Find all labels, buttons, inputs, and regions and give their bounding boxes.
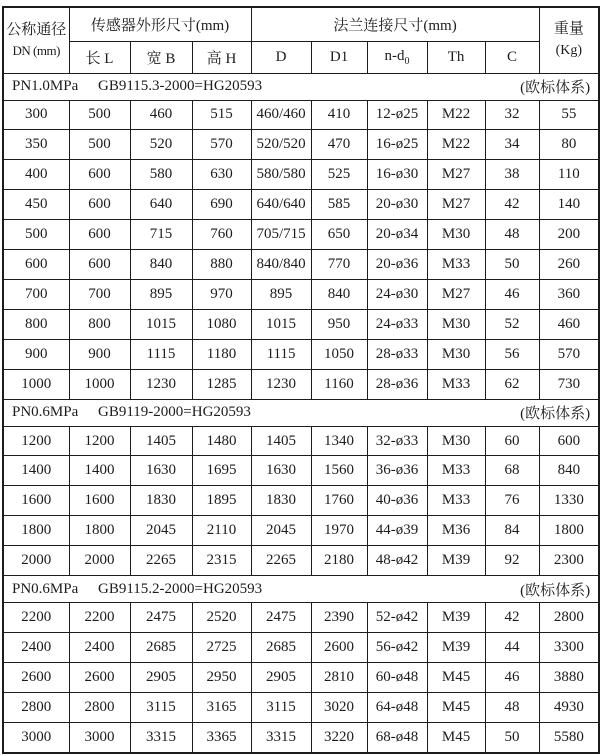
table-cell: 2180	[311, 546, 367, 576]
table-cell: 515	[192, 100, 251, 130]
table-cell: 470	[311, 130, 367, 160]
table-cell: 640	[130, 190, 192, 220]
table-cell: 1600	[3, 486, 69, 516]
section-header-cell	[3, 399, 599, 426]
table-cell: 48-ø42	[367, 546, 427, 576]
table-cell: M45	[427, 662, 485, 692]
table-cell: 700	[69, 279, 130, 309]
table-cell: 2520	[192, 603, 251, 633]
table-cell: 640/640	[251, 190, 311, 220]
table-cell: 3300	[539, 633, 599, 663]
table-cell: 650	[311, 220, 367, 250]
table-cell: 48	[485, 692, 539, 722]
table-cell: 700	[3, 279, 69, 309]
table-cell: 2600	[311, 633, 367, 663]
table-cell: M39	[427, 546, 485, 576]
section-pressure-rating: PN0.6MPa	[12, 404, 79, 421]
column-header-width: 宽 B	[130, 41, 192, 73]
column-header-weight	[539, 7, 599, 73]
table-cell: 770	[311, 250, 367, 280]
table-cell: 140	[539, 190, 599, 220]
table-cell: 1830	[130, 486, 192, 516]
table-cell: 600	[69, 250, 130, 280]
table-cell: 730	[539, 369, 599, 399]
table-cell: 64-ø48	[367, 692, 427, 722]
table-cell: 42	[485, 603, 539, 633]
nd0-subscript: 0	[404, 55, 410, 67]
table-cell: 60-ø48	[367, 662, 427, 692]
table-cell: M36	[427, 516, 485, 546]
table-cell: 110	[539, 160, 599, 190]
table-cell: 1830	[251, 486, 311, 516]
table-cell: 3315	[251, 722, 311, 753]
table-cell: 3000	[3, 722, 69, 753]
table-cell: 2400	[3, 633, 69, 663]
table-cell: 1115	[130, 339, 192, 369]
table-cell: 68	[485, 456, 539, 486]
table-cell: 1230	[251, 369, 311, 399]
table-cell: 1200	[69, 426, 130, 456]
section-header-content	[4, 76, 598, 97]
table-cell: 2265	[251, 546, 311, 576]
table-cell: 1330	[539, 486, 599, 516]
table-cell: 360	[539, 279, 599, 309]
table-cell: M33	[427, 456, 485, 486]
table-cell: 690	[192, 190, 251, 220]
table-cell: 28-ø33	[367, 339, 427, 369]
table-cell: 460	[130, 100, 192, 130]
section-standard: GB9115.2-2000=HG20593	[98, 580, 263, 597]
table-header	[3, 7, 599, 73]
table-cell: 3165	[192, 692, 251, 722]
table-cell: 32-ø33	[367, 426, 427, 456]
table-cell: 2045	[130, 516, 192, 546]
table-cell: 42	[485, 190, 539, 220]
table-cell: 600	[539, 426, 599, 456]
table-cell: M33	[427, 486, 485, 516]
section-standard: GB9115.3-2000=HG20593	[98, 78, 263, 94]
table-cell: 895	[251, 279, 311, 309]
section-header-cell	[3, 576, 599, 603]
table-row	[3, 160, 599, 190]
table-cell: 2905	[251, 662, 311, 692]
table-cell: 3000	[69, 722, 130, 753]
table-cell: 600	[69, 160, 130, 190]
nd0-base: n-d	[384, 47, 405, 64]
table-cell: 80	[539, 130, 599, 160]
table-cell: 1480	[192, 426, 251, 456]
table-cell: 895	[130, 279, 192, 309]
table-cell: 1405	[251, 426, 311, 456]
table-row	[3, 309, 599, 339]
table-row	[3, 220, 599, 250]
table-cell: 38	[485, 160, 539, 190]
table-cell: 24-ø33	[367, 309, 427, 339]
table-cell: 12-ø25	[367, 100, 427, 130]
table-cell: 585	[311, 190, 367, 220]
table-cell: 1180	[192, 339, 251, 369]
table-cell: 950	[311, 309, 367, 339]
table-cell: 2800	[539, 603, 599, 633]
table-cell: 4930	[539, 692, 599, 722]
table-cell: 900	[69, 339, 130, 369]
section-note: (欧标体系)	[520, 406, 591, 423]
table-cell: 1895	[192, 486, 251, 516]
table-cell: M27	[427, 190, 485, 220]
table-row	[3, 456, 599, 486]
table-cell: 50	[485, 250, 539, 280]
table-cell: 1230	[130, 369, 192, 399]
table-cell: 2110	[192, 516, 251, 546]
table-cell: 32	[485, 100, 539, 130]
table-cell: M30	[427, 426, 485, 456]
table-cell: 52-ø42	[367, 603, 427, 633]
section-header-row	[3, 399, 599, 426]
column-header-d1: D1	[311, 41, 367, 73]
table-cell: 92	[485, 546, 539, 576]
table-cell: 48	[485, 220, 539, 250]
column-header-nd0	[367, 41, 427, 73]
table-cell: 1800	[539, 516, 599, 546]
table-cell: 40-ø36	[367, 486, 427, 516]
section-standard: GB9119-2000=HG20593	[98, 404, 251, 421]
table-cell: 2600	[69, 662, 130, 692]
table-cell: 570	[192, 130, 251, 160]
table-cell: 2685	[130, 633, 192, 663]
section-pressure-rating: PN0.6MPa	[12, 580, 79, 597]
table-cell: M27	[427, 279, 485, 309]
table-cell: 24-ø30	[367, 279, 427, 309]
table-cell: 2300	[539, 546, 599, 576]
table-cell: 1050	[311, 339, 367, 369]
table-cell: 970	[192, 279, 251, 309]
table-cell: 56	[485, 339, 539, 369]
table-cell: 2950	[192, 662, 251, 692]
table-cell: M45	[427, 692, 485, 722]
table-cell: 2475	[251, 603, 311, 633]
table-cell: 580/580	[251, 160, 311, 190]
table-cell: 1080	[192, 309, 251, 339]
table-cell: M30	[427, 309, 485, 339]
table-cell: 56-ø42	[367, 633, 427, 663]
section-header-row	[3, 576, 599, 603]
table-cell: 2315	[192, 546, 251, 576]
table-cell: 500	[3, 220, 69, 250]
table-cell: 1340	[311, 426, 367, 456]
table-row	[3, 130, 599, 160]
table-cell: 2725	[192, 633, 251, 663]
table-row	[3, 279, 599, 309]
section-header-content	[4, 579, 598, 600]
table-cell: 2905	[130, 662, 192, 692]
table-cell: 52	[485, 309, 539, 339]
column-header-height: 高 H	[192, 41, 251, 73]
table-row	[3, 339, 599, 369]
table-cell: 450	[3, 190, 69, 220]
table-cell: 44	[485, 633, 539, 663]
table-cell: 1405	[130, 426, 192, 456]
table-cell: 1115	[251, 339, 311, 369]
column-header-dn	[3, 7, 69, 73]
table-cell: 2200	[3, 603, 69, 633]
table-cell: 16-ø30	[367, 160, 427, 190]
table-cell: 1200	[3, 426, 69, 456]
table-cell: 260	[539, 250, 599, 280]
table-cell: 46	[485, 279, 539, 309]
table-cell: 44-ø39	[367, 516, 427, 546]
table-cell: 3115	[130, 692, 192, 722]
table-cell: 300	[3, 100, 69, 130]
table-cell: 1015	[251, 309, 311, 339]
table-cell: 2265	[130, 546, 192, 576]
section-pressure-rating: PN1.0MPa	[12, 78, 79, 94]
table-cell: 460	[539, 309, 599, 339]
table-cell: 3880	[539, 662, 599, 692]
table-cell: 50	[485, 722, 539, 753]
table-cell: 840	[130, 250, 192, 280]
table-cell: 1285	[192, 369, 251, 399]
table-cell: 1970	[311, 516, 367, 546]
table-cell: 800	[69, 309, 130, 339]
column-header-length: 长 L	[69, 41, 130, 73]
table-cell: 36-ø36	[367, 456, 427, 486]
table-cell: 600	[69, 190, 130, 220]
table-cell: 600	[3, 250, 69, 280]
table-cell: 2000	[3, 546, 69, 576]
table-cell: 760	[192, 220, 251, 250]
weight-unit: (Kg)	[555, 42, 583, 58]
table-cell: 200	[539, 220, 599, 250]
table-cell: 76	[485, 486, 539, 516]
table-cell: 2200	[69, 603, 130, 633]
table-cell: 570	[539, 339, 599, 369]
table-cell: 1400	[3, 456, 69, 486]
table-row	[3, 516, 599, 546]
table-cell: 2390	[311, 603, 367, 633]
table-cell: 840	[311, 279, 367, 309]
table-cell: 525	[311, 160, 367, 190]
table-cell: 350	[3, 130, 69, 160]
table-cell: 1760	[311, 486, 367, 516]
table-row	[3, 486, 599, 516]
table-row	[3, 100, 599, 130]
table-cell: 20-ø30	[367, 190, 427, 220]
table-cell: 34	[485, 130, 539, 160]
table-body	[3, 73, 599, 753]
table-cell: 500	[69, 130, 130, 160]
table-cell: 600	[69, 220, 130, 250]
section-header-row	[3, 73, 599, 100]
table-cell: 580	[130, 160, 192, 190]
table-cell: 2685	[251, 633, 311, 663]
table-cell: 2000	[69, 546, 130, 576]
table-cell: 840	[539, 456, 599, 486]
table-cell: 460/460	[251, 100, 311, 130]
table-cell: 705/715	[251, 220, 311, 250]
table-cell: 1600	[69, 486, 130, 516]
table-cell: 2600	[3, 662, 69, 692]
table-cell: 1630	[251, 456, 311, 486]
table-cell: 55	[539, 100, 599, 130]
dimension-spec-table	[2, 6, 600, 754]
table-cell: 520	[130, 130, 192, 160]
table-row	[3, 546, 599, 576]
table-cell: M30	[427, 339, 485, 369]
table-cell: 20-ø34	[367, 220, 427, 250]
table-cell: 62	[485, 369, 539, 399]
table-cell: M30	[427, 220, 485, 250]
dn-title: 公称通径	[6, 21, 67, 38]
table-cell: 2810	[311, 662, 367, 692]
dn-unit: DN (mm)	[12, 42, 60, 58]
column-header-c: C	[485, 41, 539, 73]
table-cell: M22	[427, 100, 485, 130]
table-row	[3, 250, 599, 280]
table-cell: 5580	[539, 722, 599, 753]
table-cell: M39	[427, 603, 485, 633]
table-cell: 400	[3, 160, 69, 190]
table-cell: 1400	[69, 456, 130, 486]
table-cell: M22	[427, 130, 485, 160]
table-cell: 3315	[130, 722, 192, 753]
table-cell: 1560	[311, 456, 367, 486]
table-cell: 3365	[192, 722, 251, 753]
table-cell: M39	[427, 633, 485, 663]
table-cell: 1800	[69, 516, 130, 546]
table-cell: 1630	[130, 456, 192, 486]
table-row	[3, 603, 599, 633]
table-cell: 2475	[130, 603, 192, 633]
table-row	[3, 722, 599, 753]
table-cell: 1000	[69, 369, 130, 399]
table-cell: 840/840	[251, 250, 311, 280]
table-cell: 1000	[3, 369, 69, 399]
table-cell: M27	[427, 160, 485, 190]
table-cell: 60	[485, 426, 539, 456]
table-cell: 1695	[192, 456, 251, 486]
table-cell: 20-ø36	[367, 250, 427, 280]
weight-title: 重量	[553, 21, 584, 38]
group-header-flange-dimensions: 法兰连接尺寸(mm)	[251, 7, 539, 41]
table-cell: 84	[485, 516, 539, 546]
section-note: (欧标体系)	[520, 582, 591, 599]
table-row	[3, 662, 599, 692]
group-header-sensor-dimensions: 传感器外形尺寸(mm)	[69, 7, 251, 41]
table-cell: M33	[427, 369, 485, 399]
table-cell: 410	[311, 100, 367, 130]
table-cell: 500	[69, 100, 130, 130]
table-row	[3, 426, 599, 456]
table-row	[3, 190, 599, 220]
column-header-th: Th	[427, 41, 485, 73]
table-cell: 3220	[311, 722, 367, 753]
table-cell: 2045	[251, 516, 311, 546]
table-cell: 16-ø25	[367, 130, 427, 160]
table-cell: 1160	[311, 369, 367, 399]
table-cell: 46	[485, 662, 539, 692]
table-cell: M45	[427, 722, 485, 753]
table-cell: 1015	[130, 309, 192, 339]
table-cell: 2400	[69, 633, 130, 663]
section-header-content	[4, 402, 598, 423]
table-cell: 630	[192, 160, 251, 190]
table-cell: 28-ø36	[367, 369, 427, 399]
table-cell: 2800	[69, 692, 130, 722]
table-row	[3, 369, 599, 399]
table-cell: M33	[427, 250, 485, 280]
table-cell: 68-ø48	[367, 722, 427, 753]
table-row	[3, 692, 599, 722]
table-cell: 2800	[3, 692, 69, 722]
table-cell: 1800	[3, 516, 69, 546]
table-row	[3, 633, 599, 663]
table-cell: 520/520	[251, 130, 311, 160]
table-cell: 715	[130, 220, 192, 250]
section-header-cell	[3, 73, 599, 100]
table-cell: 800	[3, 309, 69, 339]
table-cell: 3115	[251, 692, 311, 722]
table-cell: 3020	[311, 692, 367, 722]
table-cell: 880	[192, 250, 251, 280]
table-cell: 900	[3, 339, 69, 369]
column-header-d: D	[251, 41, 311, 73]
section-note: (欧标体系)	[520, 80, 591, 96]
